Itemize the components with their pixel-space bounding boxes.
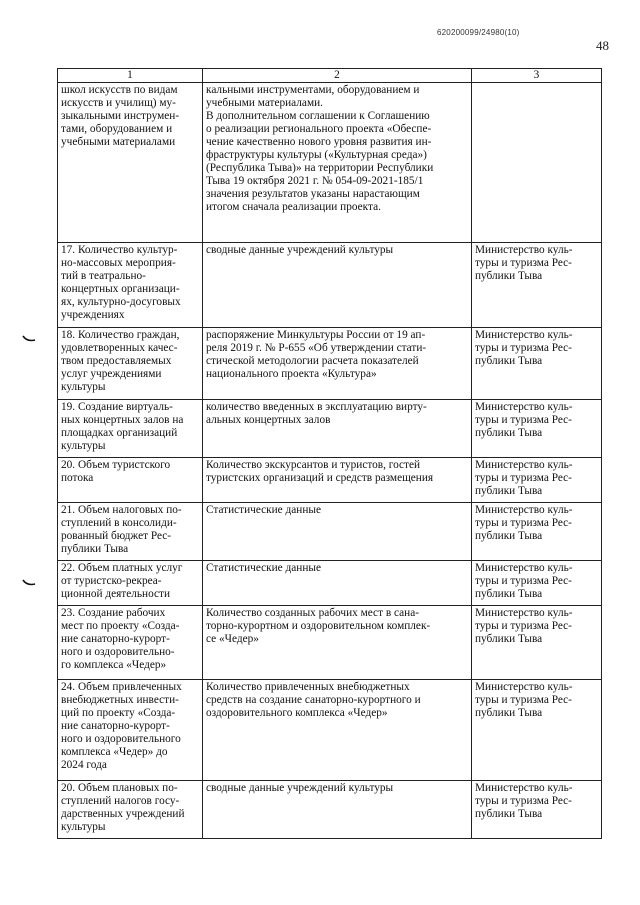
source-cell: кальными инструментами, оборудованием и учебными материалами. В дополнительном соглашении к Соглашению о реализации регионального проекта «Обеспе- чение качественно нового уровня развития ин- фраструктуры культуры («Культурная среда») (Республика Тыва)» на территории Республики Тыва 19 октября 2021 г. № 054-09-2021-185/1 значения результатов указаны нарастающим итогом сначала реализации проекта. (206, 84, 434, 213)
responsible-cell: Министерство куль- туры и туризма Рес- публики Тыва (475, 562, 573, 600)
indicator-cell: 23. Создание рабочих мест по проекту «Созда- ние санаторно-курорт- ного и оздоровительно- го комплекса «Чедер» (61, 607, 180, 671)
table-row (58, 503, 602, 561)
source-cell: Количество экскурсантов и туристов, гостей туристских организаций и средств размещения (206, 459, 434, 484)
column-header: 1 (58, 69, 203, 83)
table-row (58, 458, 602, 503)
table-row (58, 400, 602, 458)
document-code: 620200099/24980(10) (437, 28, 520, 37)
responsible-cell: Министерство куль- туры и туризма Рес- публики Тыва (475, 782, 573, 820)
indicator-cell: 18. Количество граждан, удовлетворенных качес- твом предоставляемых услуг учреждениями культуры (61, 329, 180, 393)
indicator-cell: 20. Объем туристского потока (61, 459, 171, 484)
margin-tick-mark (22, 579, 36, 587)
source-cell: Статистические данные (206, 504, 321, 516)
source-cell: сводные данные учреждений культуры (206, 782, 394, 794)
table-row (58, 561, 602, 606)
source-cell: сводные данные учреждений культуры (206, 244, 394, 256)
indicator-cell: 24. Объем привлеченных внебюджетных инвести- ций по проекту «Созда- ние санаторно-курорт- ного и оздоровительного комплекса «Чедер» до 2024 года (61, 681, 182, 771)
table-row (58, 680, 602, 781)
indicator-cell: 21. Объем налоговых по- ступлений в консолиди- рованный бюджет Рес- публики Тыва (61, 504, 182, 555)
table-row (58, 781, 602, 839)
source-cell: количество введенных в эксплуатацию вирту- альных концертных залов (206, 401, 427, 426)
indicators-table (57, 68, 602, 839)
responsible-cell: Министерство куль- туры и туризма Рес- публики Тыва (475, 401, 573, 439)
responsible-cell: Министерство куль- туры и туризма Рес- публики Тыва (475, 244, 573, 282)
source-cell: Статистические данные (206, 562, 321, 574)
indicator-cell: 22. Объем платных услуг от туристско-рекреа- ционной деятельности (61, 562, 183, 600)
source-cell: Количество привлеченных внебюджетных средств на создание санаторно-курортного и оздоровительного комплекса «Чедер» (206, 681, 421, 719)
page-number: 48 (596, 38, 609, 53)
source-cell: распоряжение Минкультуры России от 19 ап- реля 2019 г. № Р-655 «Об утверждении стати- стической методологии расчета показателей национального проекта «Культура» (206, 329, 427, 380)
responsible-cell: Министерство куль- туры и туризма Рес- публики Тыва (475, 504, 573, 542)
responsible-cell: Министерство куль- туры и туризма Рес- публики Тыва (475, 329, 573, 367)
table-row (58, 606, 602, 680)
column-header: 3 (472, 69, 602, 83)
responsible-cell: Министерство куль- туры и туризма Рес- публики Тыва (475, 607, 573, 645)
source-cell: Количество созданных рабочих мест в сана- торно-курортном и оздоровительном комплек- се «Чедер» (206, 607, 431, 645)
table-row (58, 83, 602, 243)
column-header: 2 (203, 69, 472, 83)
indicator-cell: 20. Объем плановых по- ступлений налогов госу- дарственных учреждений культуры (61, 782, 185, 833)
responsible-cell: Министерство куль- туры и туризма Рес- публики Тыва (475, 681, 573, 719)
table-row (58, 243, 602, 328)
indicator-cell: 17. Количество культур- но-массовых мероприя- тий в театрально- концертных организаци- ях, культурно-досуговых учреждениях (61, 244, 181, 321)
indicator-cell: школ искусств по видам искусств и училищ) му- зыкальными инструмен- тами, оборудованием и учебными материалами (61, 84, 180, 148)
table-row (58, 328, 602, 400)
responsible-cell: Министерство куль- туры и туризма Рес- публики Тыва (475, 459, 573, 497)
table-header-row (58, 69, 602, 83)
margin-tick-mark (22, 335, 36, 343)
indicator-cell: 19. Создание виртуаль- ных концертных залов на площадках организаций культуры (61, 401, 184, 452)
